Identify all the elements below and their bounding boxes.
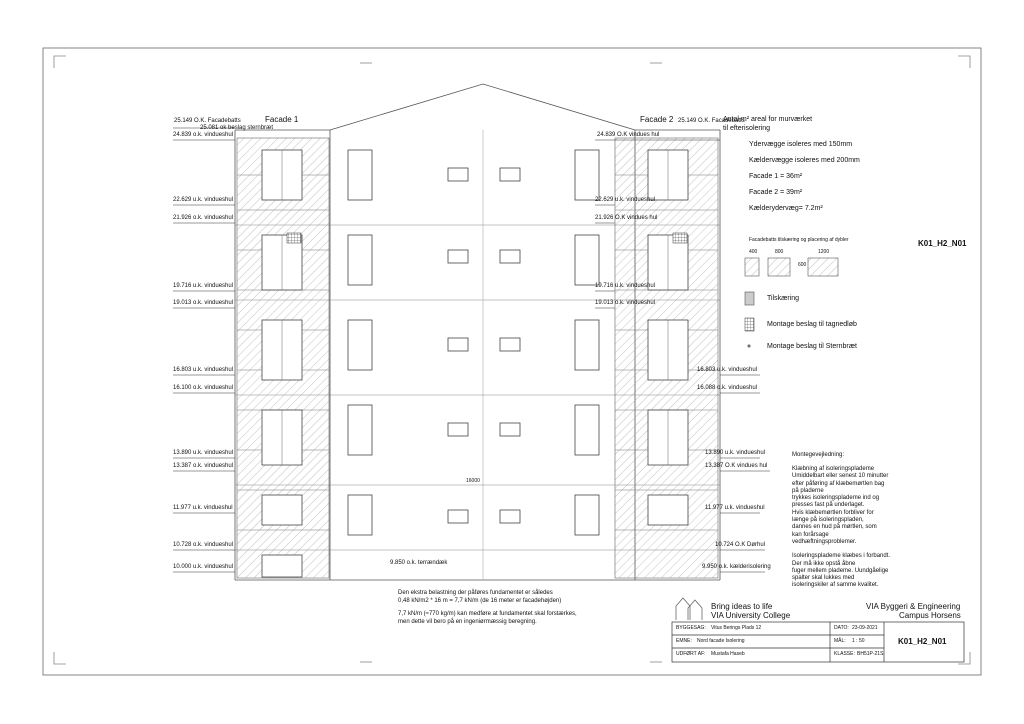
legend-item: Tilskæring [767, 295, 800, 302]
guide-line: spalter skal lukkes med [792, 575, 855, 582]
legend-dim: 800 [775, 249, 784, 255]
level-label: 22.629 u.k. vindueshul [173, 197, 234, 203]
level-label: 11.977 u.k. vindueshul [173, 505, 233, 511]
guide-line: presses fast på underlaget. [792, 502, 865, 509]
guide-line: Isoleringsplademe klæbes i forbandt. [792, 553, 891, 560]
level-label: 21.926 O.K vindues hul [595, 215, 658, 221]
legend-dim: 400 [749, 249, 758, 255]
guide-line: Hvis klæbemørtlen forbliver for [792, 509, 874, 516]
udfort-label: UDFØRT AF: [676, 651, 706, 657]
level-label: 21.926 o.k. vindueshul [173, 215, 234, 221]
level-label: 9.950 o.k. kælderisolering [702, 564, 771, 570]
level-label: 16.803 u.k. vindueshul [173, 367, 234, 373]
level-label: 24.839 O.K vindues hul [597, 132, 660, 138]
guide-title: Montegevejledning: [792, 452, 845, 458]
load-note: 7,7 kN/m (≈770 kg/m) kan medføre at fundamentet skal forstærkes, [398, 611, 577, 617]
guide-line: trykkes isoleringsplademe ind og [792, 495, 880, 502]
area-note: Kældervægge isoleres med 200mm [749, 157, 860, 164]
level-label: 10.000 u.k. vindueshul [173, 564, 234, 570]
facade-2-title: Facade 2 [640, 115, 674, 124]
level-label: 24.839 o.k. vindueshul [173, 132, 234, 138]
legend-dim: 600 [798, 262, 807, 268]
emne-label: EMNE: [676, 638, 692, 644]
level-label: 10.728 o.k. vindueshul [173, 542, 234, 548]
level-label: 19.716 u.k. vindueshul [173, 283, 234, 289]
height-dimension-label: 16000 [466, 478, 480, 484]
dato-value: 23-09-2021 [852, 625, 878, 631]
level-label: 16.100 o.k. vindueshul [173, 385, 234, 391]
legend-dim: 1200 [818, 249, 830, 255]
dato-label: DATO: [834, 625, 849, 631]
facade-1-title: Facade 1 [265, 115, 299, 124]
load-note: Den ekstra belastning der påføres fundamentet er således [398, 590, 553, 596]
klasse-value: BH51P-21S [857, 651, 884, 657]
area-note: Facade 2 = 39m² [749, 189, 803, 196]
level-label: 19.013 o.k. vindueshul [173, 300, 234, 306]
legend-swatches [745, 258, 838, 347]
area-notes-title-2: til efterisolering [723, 125, 771, 132]
legend-item: Montage beslag til tagnedløb [767, 321, 857, 328]
guide-line: efter påføring af klæbemørtlen bag [792, 480, 885, 487]
guide-line: Umiddelbart eller senest 10 minutter [792, 473, 889, 480]
load-note: men dette vil bero på en ingeniørmæssig beregning. [398, 619, 537, 625]
level-label: 11.977 u.k. vindueshul [705, 505, 765, 511]
level-label: 13.890 u.k. vindueshul [173, 450, 234, 456]
guide-line: længe på isoleringspladen, [792, 517, 864, 524]
level-label: 25.081 ok beslag sternbræt [200, 125, 274, 131]
guide-line: på pladerne [792, 487, 824, 494]
level-label: 16.803 u.k. vindueshul [697, 367, 758, 373]
level-label: 13.890 u.k. vindueshul [705, 450, 766, 456]
slogan: Bring ideas to life [711, 602, 773, 611]
sheet-label: K01_H2_N01 [918, 239, 967, 248]
maal-value: 1 : 50 [852, 638, 865, 644]
maal-label: MÅL: [834, 638, 846, 644]
area-note: Facade 1 = 36m² [749, 173, 803, 180]
area-notes-title: Antal m² areal for murværket [723, 116, 813, 123]
legend-title: Facadebatts tilskæring og placering af dybler [749, 237, 849, 243]
company-campus: Campus Horsens [899, 611, 961, 620]
byggesag-value: Vitus Berings Plads 12 [711, 625, 762, 631]
level-label: 13.387 o.k. vindueshul [173, 463, 234, 469]
klasse-label: KLASSE: [834, 651, 855, 657]
level-label: 22.629 u.k. vindueshul [595, 197, 656, 203]
level-label: 10.724 O.K Dørhul [715, 542, 766, 548]
slogan-school: VIA University College [711, 611, 791, 620]
guide-line: fuger mellem plademe. Uundgåelige [792, 567, 889, 574]
area-note: Ydervægge isoleres med 150mm [749, 141, 853, 148]
guide-line: isoleringskiler af samme kvalitet. [792, 582, 879, 589]
via-logo [676, 598, 702, 620]
level-label: 25.149 O.K. Facadebatts [678, 118, 745, 124]
guide-line: Klæbning af isoleringsplademe [792, 466, 875, 472]
level-label: 13.387 O.K vindues hul [705, 463, 768, 469]
level-label: 19.716 u.k. vindueshul [595, 283, 656, 289]
guide-line: Der må ikke opstå åbne [792, 560, 856, 567]
guide-line: dannes en hud på mørtlen, som [792, 524, 877, 531]
byggesag-label: BYGGESAG: [676, 625, 706, 631]
guide-line: kan forårsage [792, 531, 829, 538]
level-label: 19.013 o.k. vindueshul [595, 300, 656, 306]
emne-value: Nord facade Isolering [697, 638, 745, 644]
level-label: 16.088 o.k. vindueshul [697, 385, 758, 391]
guide-line: vedhæftningsproblemer. [792, 538, 857, 545]
udfort-value: Mustafa Haseb [711, 651, 745, 657]
company-name: VIA Byggeri & Engineering [866, 602, 961, 611]
terrain-level-label: 9.850 o.k. terrændæk [390, 560, 448, 566]
load-note: 0,48 kN/m2 * 16 m = 7,7 kN/m (de 16 meter er facadehøjden) [398, 598, 562, 604]
drawing-number: K01_H2_N01 [898, 637, 947, 646]
guide-text [792, 466, 890, 590]
guide-spacer [792, 546, 890, 553]
legend-item: Montage beslag til Sternbræt [767, 343, 857, 350]
level-label: 25.149 O.K. Facadebatts [174, 118, 241, 124]
area-note: Kælderydervæg= 7.2m² [749, 205, 823, 212]
